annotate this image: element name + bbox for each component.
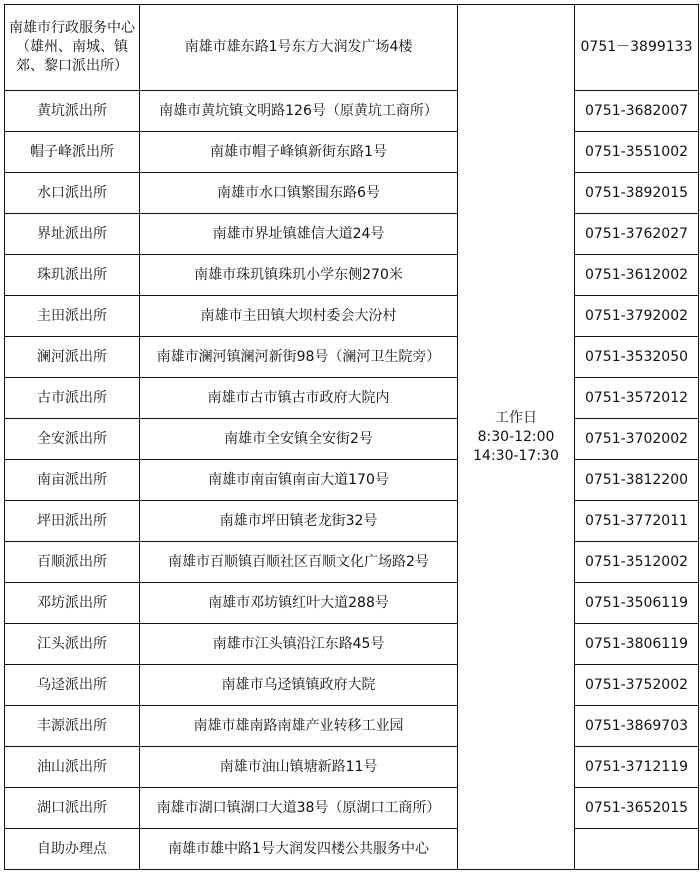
office-name-cell: 油山派出所 [5,747,140,788]
phone-cell: 0751-3551002 [575,132,699,173]
phone-cell: 0751-3682007 [575,91,699,132]
table-row [5,583,699,624]
office-name-cell: 江头派出所 [5,624,140,665]
table-body [5,5,699,870]
address-cell: 南雄市澜河镇澜河新街98号（澜河卫生院旁） [140,337,458,378]
phone-cell: 0751-3506119 [575,583,699,624]
phone-cell: 0751-3752002 [575,665,699,706]
phone-cell: 0751-3612002 [575,255,699,296]
office-name-cell: 南雄市行政服务中心（雄州、南城、镇郊、黎口派出所） [5,5,140,91]
address-cell: 南雄市雄东路1号东方大润发广场4楼 [140,5,458,91]
address-cell: 南雄市帽子峰镇新街东路1号 [140,132,458,173]
office-name-cell: 黄坑派出所 [5,91,140,132]
phone-cell [575,829,699,870]
phone-cell: 0751-3762027 [575,214,699,255]
table-row [5,542,699,583]
address-cell: 南雄市乌迳镇镇政府大院 [140,665,458,706]
table-row [5,214,699,255]
phone-cell: 0751-3806119 [575,624,699,665]
table-row [5,788,699,829]
address-cell: 南雄市雄中路1号大润发四楼公共服务中心 [140,829,458,870]
table-row [5,501,699,542]
table-row [5,337,699,378]
office-name-cell: 水口派出所 [5,173,140,214]
table-row [5,706,699,747]
table-row [5,460,699,501]
office-hours-line2: 8:30-12:00 [477,428,555,445]
phone-cell: 0751-3702002 [575,419,699,460]
office-name-cell: 湖口派出所 [5,788,140,829]
address-cell: 南雄市邓坊镇红叶大道288号 [140,583,458,624]
address-cell: 南雄市水口镇繁围东路6号 [140,173,458,214]
office-name-cell: 珠玑派出所 [5,255,140,296]
phone-cell: 0751-3812200 [575,460,699,501]
address-cell: 南雄市珠玑镇珠玑小学东侧270米 [140,255,458,296]
police-station-table [4,4,699,870]
table-row [5,132,699,173]
table-row [5,665,699,706]
table-row [5,5,699,91]
office-hours-line1: 工作日 [495,409,537,426]
table-row [5,296,699,337]
table-row [5,829,699,870]
office-name-cell: 全安派出所 [5,419,140,460]
table-row [5,173,699,214]
table-row [5,419,699,460]
office-hours-line3: 14:30-17:30 [473,447,559,464]
table-row [5,747,699,788]
office-name-cell: 主田派出所 [5,296,140,337]
address-cell: 南雄市百顺镇百顺社区百顺文化广场路2号 [140,542,458,583]
phone-cell: 0751－3899133 [575,5,699,91]
table-row [5,255,699,296]
office-name-cell: 界址派出所 [5,214,140,255]
phone-cell: 0751-3792002 [575,296,699,337]
address-cell: 南雄市坪田镇老龙街32号 [140,501,458,542]
address-cell: 南雄市主田镇大坝村委会大汾村 [140,296,458,337]
address-cell: 南雄市南亩镇南亩大道170号 [140,460,458,501]
office-name-cell: 古市派出所 [5,378,140,419]
address-cell: 南雄市雄南路南雄产业转移工业园 [140,706,458,747]
office-name-cell: 乌迳派出所 [5,665,140,706]
office-name-cell: 邓坊派出所 [5,583,140,624]
office-name-cell: 自助办理点 [5,829,140,870]
address-cell: 南雄市黄坑镇文明路126号（原黄坑工商所） [140,91,458,132]
phone-cell: 0751-3869703 [575,706,699,747]
address-cell: 南雄市全安镇全安街2号 [140,419,458,460]
phone-cell: 0751-3712119 [575,747,699,788]
table-row [5,378,699,419]
office-name-cell: 南亩派出所 [5,460,140,501]
phone-cell: 0751-3512002 [575,542,699,583]
table-row [5,624,699,665]
table-row [5,91,699,132]
phone-cell: 0751-3892015 [575,173,699,214]
phone-cell: 0751-3652015 [575,788,699,829]
office-name-cell: 丰源派出所 [5,706,140,747]
office-name-cell: 百顺派出所 [5,542,140,583]
office-directory [4,4,699,870]
address-cell: 南雄市湖口镇湖口大道38号（原湖口工商所） [140,788,458,829]
address-cell: 南雄市江头镇沿江东路45号 [140,624,458,665]
address-cell: 南雄市古市镇古市政府大院内 [140,378,458,419]
phone-cell: 0751-3772011 [575,501,699,542]
office-hours-cell [458,5,575,870]
address-cell: 南雄市界址镇雄信大道24号 [140,214,458,255]
office-name-cell: 帽子峰派出所 [5,132,140,173]
address-cell: 南雄市油山镇塘新路11号 [140,747,458,788]
phone-cell: 0751-3532050 [575,337,699,378]
office-name-cell: 坪田派出所 [5,501,140,542]
office-name-cell: 澜河派出所 [5,337,140,378]
phone-cell: 0751-3572012 [575,378,699,419]
